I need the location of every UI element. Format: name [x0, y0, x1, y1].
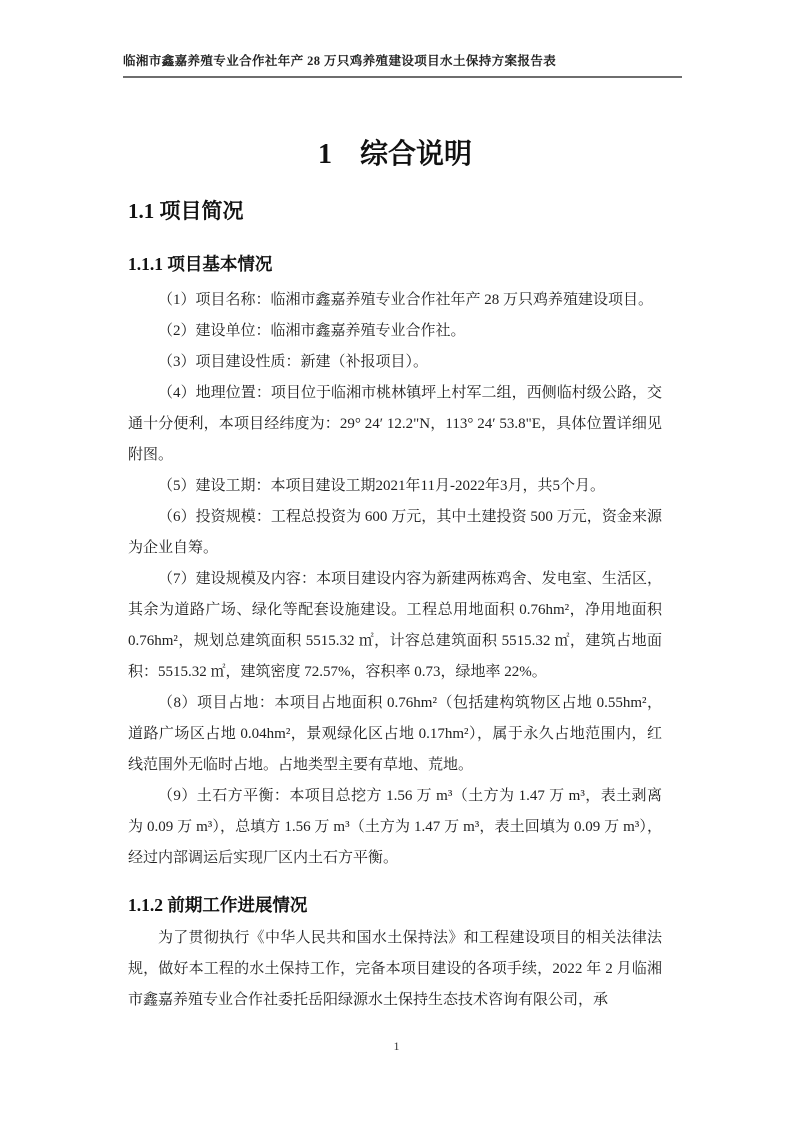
paragraph-project-nature: （3）项目建设性质：新建（补报项目）。: [158, 354, 429, 370]
chapter-heading: 1 综合说明: [317, 139, 472, 170]
paragraph-investment-scale: （6）投资规模：工程总投资为 600 万元，其中土建投资 500 万元，资金来源为企业自筹。: [128, 509, 662, 556]
page-number: 1: [393, 1039, 400, 1053]
paragraph-construction-unit: （2）建设单位：临湘市鑫嘉养殖专业合作社。: [158, 323, 466, 339]
subsection-1-1-1-paragraphs: [128, 285, 662, 874]
paragraph-earthwork-balance: （9）土石方平衡：本项目总挖方 1.56 万 m³（土方为 1.47 万 m³，表土剥离为 0.09 万 m³），总填方 1.56 万 m³（土方为 1.47 万 m³，表土回填为 0.09 万 m³），经过内部调运后实现厂区内土石方平衡。: [128, 788, 662, 866]
paragraph-land-occupation: （8）项目占地：本项目占地面积 0.76hm²（包括建构筑物区占地 0.55hm²，道路广场区占地 0.04hm²，景观绿化区占地 0.17hm²），属于永久占地范围内，红线范围外无临时占地。占地类型主要有草地、荒地。: [128, 695, 662, 773]
subsection-1-1-2-paragraphs: [128, 923, 662, 1016]
paragraph-construction-scale: （7）建设规模及内容：本项目建设内容为新建两栋鸡舍、发电室、生活区，其余为道路广场、绿化等配套设施建设。工程总用地面积 0.76hm²，净用地面积 0.76hm²，规划总建筑面积 5515.32 ㎡，计容总建筑面积 5515.32 ㎡，建筑占地面积：5515.32 ㎡，建筑密度 72.57%，容积率 0.73，绿地率 22%。: [128, 571, 662, 680]
page-header: [123, 52, 682, 78]
paragraph-preliminary-work: 为了贯彻执行《中华人民共和国水土保持法》和工程建设项目的相关法律法规，做好本工程的水土保持工作，完备本项目建设的各项手续，2022 年 2 月临湘市鑫嘉养殖专业合作社委托岳阳绿源水土保持生态技术咨询有限公司，承: [128, 930, 662, 1008]
section-heading-1-1: 1.1 项目简况: [128, 199, 244, 223]
subsection-heading-1-1-2: 1.1.2 前期工作进展情况: [128, 895, 308, 915]
page-header-title: 临湘市鑫嘉养殖专业合作社年产 28 万只鸡养殖建设项目水土保持方案报告表: [123, 54, 557, 68]
paragraph-location: （4）地理位置：项目位于临湘市桃林镇坪上村军二组，西侧临村级公路，交通十分便利，本项目经纬度为：29° 24′ 12.2"N，113° 24′ 53.8"E，具体位置详细见附图。: [128, 385, 662, 463]
paragraph-project-name: （1）项目名称：临湘市鑫嘉养殖专业合作社年产 28 万只鸡养殖建设项目。: [158, 292, 654, 308]
paragraph-construction-period: （5）建设工期：本项目建设工期2021年11月-2022年3月，共5个月。: [158, 478, 605, 494]
document-body: [128, 78, 662, 1016]
subsection-heading-1-1-1: 1.1.1 项目基本情况: [128, 254, 273, 274]
